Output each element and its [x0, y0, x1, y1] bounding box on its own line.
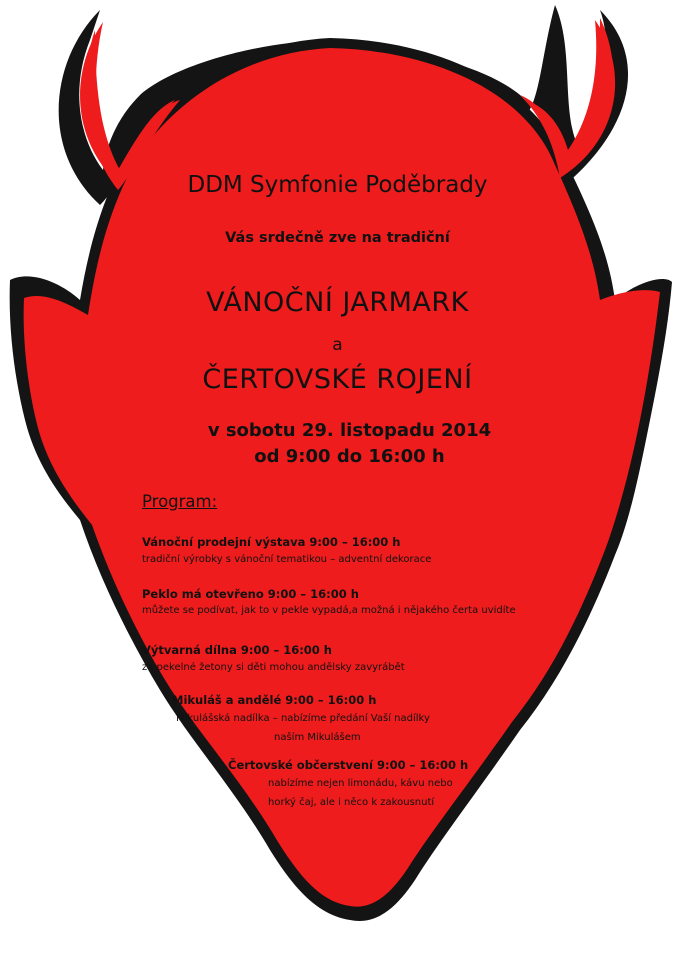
conjunction: a [332, 335, 343, 355]
event-title-rojeni: ČERTOVSKÉ ROJENÍ [202, 364, 473, 395]
event-title-jarmark: VÁNOČNÍ JARMARK [206, 287, 469, 318]
invitation-line: Vás srdečně zve na tradiční [225, 230, 450, 246]
event-time: od 9:00 do 16:00 h [254, 446, 445, 467]
program-heading: Program: [142, 492, 218, 511]
program-item-title: Peklo má otevřeno 9:00 – 16:00 h [142, 587, 359, 601]
program-item-title: Čertovské občerstvení 9:00 – 16:00 h [228, 758, 469, 772]
program-item-desc: tradiční výrobky s vánoční tematikou – adventní dekorace [142, 554, 432, 565]
event-date: v sobotu 29. listopadu 2014 [207, 420, 492, 441]
program-item-title: Mikuláš a andělé 9:00 – 16:00 h [172, 693, 377, 707]
program-item-title: Vánoční prodejní výstava 9:00 – 16:00 h [142, 535, 401, 549]
program-item-desc: naším Mikulášem [274, 732, 361, 743]
program-item-desc: můžete se podívat, jak to v pekle vypadá,a možná i nějakého čerta uvidíte [142, 605, 516, 616]
program-item-desc: Mikulášská nadílka – nabízíme předání Vaší nadílky [176, 713, 430, 724]
program-item-desc: nabízíme nejen limonádu, kávu nebo [268, 778, 453, 789]
program-item-desc: horký čaj, ale i něco k zakousnutí [268, 797, 435, 808]
program-item-title: Výtvarná dílna 9:00 – 16:00 h [142, 643, 332, 657]
organizer-title: DDM Symfonie Poděbrady [187, 172, 488, 198]
program-item-desc: za pekelné žetony si děti mohou andělsky zavyrábět [142, 662, 405, 673]
